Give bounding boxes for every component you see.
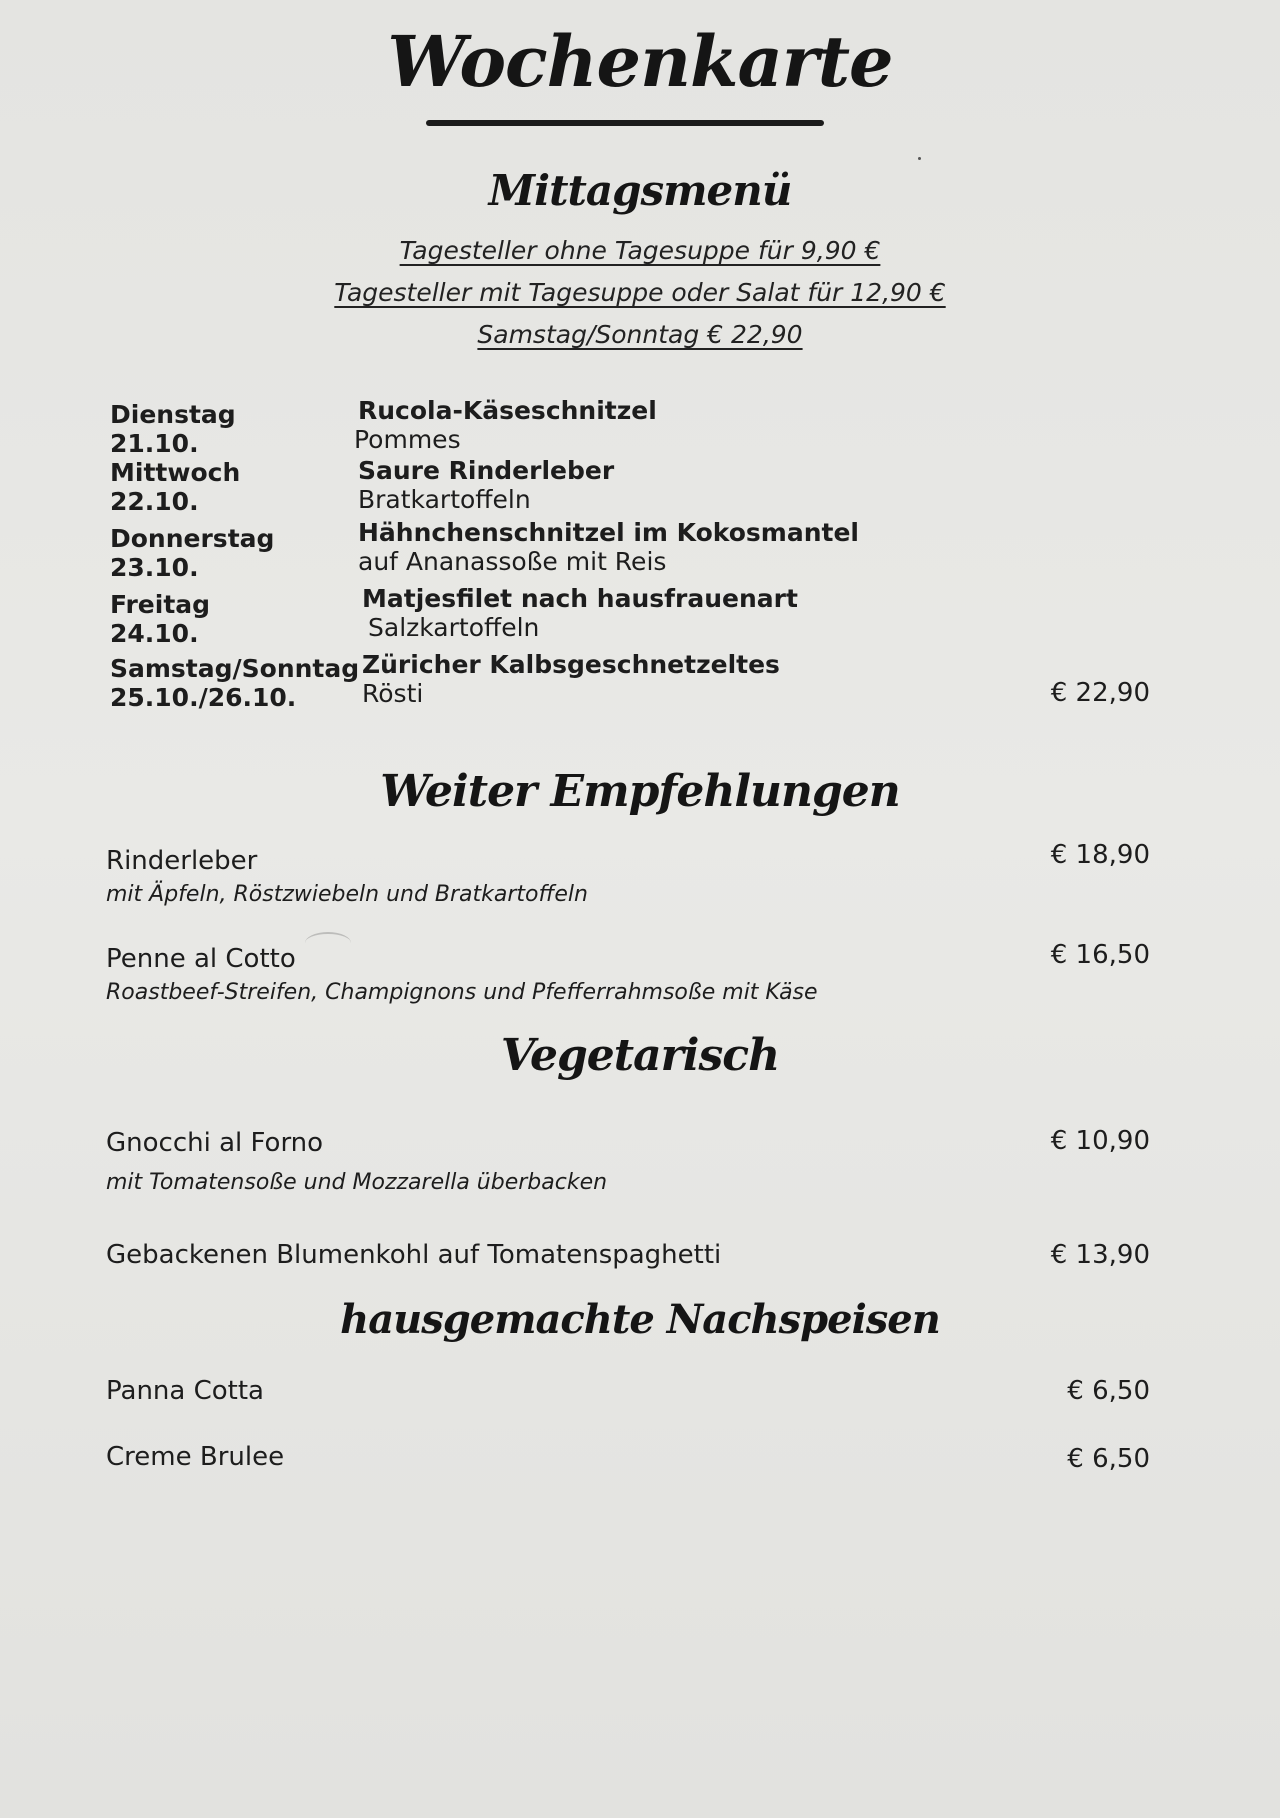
item-name: Gnocchi al Forno [106,1128,324,1158]
item-description: Roastbeef-Streifen, Champignons und Pfefferrahmsoße mit Käse [106,980,818,1005]
day-name: Donnerstag [110,524,275,553]
item-price: € 16,50 [1050,940,1150,970]
item-price: € 6,50 [1067,1444,1150,1474]
desserts-heading: hausgemachte Nachspeisen [340,1296,940,1343]
vegetarian-heading: Vegetarisch [500,1030,780,1081]
day-dish [362,650,780,708]
day-label [110,400,236,458]
item-price: € 6,50 [1067,1376,1150,1406]
item-name: Penne al Cotto [106,944,296,974]
day-date: 23.10. [110,553,199,582]
paper-speck [918,157,921,160]
day-name: Mittwoch [110,458,241,487]
item-description: mit Äpfeln, Röstzwiebeln und Bratkartoffeln [106,882,588,907]
item-price: € 18,90 [1050,840,1150,870]
day-date: 24.10. [110,619,199,648]
lunch-term: Tagesteller mit Tagesuppe oder Salat für 12,90 € [334,278,946,307]
day-name: Samstag/Sonntag [110,654,360,683]
day-label [110,654,359,712]
day-name: Freitag [110,590,211,619]
day-label [110,458,240,516]
dish-side: Salzkartoffeln [368,613,540,642]
day-dish [358,518,859,576]
dish-side: Bratkartoffeln [358,485,531,514]
item-description: mit Tomatensoße und Mozzarella überbacken [106,1170,608,1195]
dish-name: Matjesfilet nach hausfrauenart [362,584,798,613]
paper-mark [305,932,351,954]
dish-side: Pommes [354,425,461,454]
dish-name: Saure Rinderleber [358,456,615,485]
recommendations-heading: Weiter Empfehlungen [380,766,900,817]
dish-side: auf Ananassoße mit Reis [358,547,667,576]
menu-title: Wochenkarte [387,20,893,103]
day-dish [362,584,798,642]
day-label [110,524,274,582]
day-date: 21.10. [110,429,199,458]
day-label [110,590,210,648]
weekend-price: € 22,90 [1050,678,1150,708]
dish-name: Züricher Kalbsgeschnetzeltes [362,650,780,679]
day-dish [358,456,614,514]
dish-name: Hähnchenschnitzel im Kokosmantel [358,518,859,547]
day-date: 25.10./26.10. [110,683,297,712]
item-price: € 13,90 [1050,1240,1150,1270]
item-name: Gebackenen Blumenkohl auf Tomatenspaghetti [106,1240,722,1270]
dish-side: Rösti [362,679,424,708]
lunch-term: Tagesteller ohne Tagesuppe für 9,90 € [399,236,881,265]
day-date: 22.10. [110,487,199,516]
lunch-heading: Mittagsmenü [488,166,792,215]
lunch-term: Samstag/Sonntag € 22,90 [477,320,803,349]
title-underline [426,120,824,126]
item-name: Rinderleber [106,846,258,876]
item-name: Panna Cotta [106,1376,264,1406]
dish-name: Rucola-Käseschnitzel [358,396,657,425]
day-dish [354,396,657,454]
item-price: € 10,90 [1050,1126,1150,1156]
item-name: Creme Brulee [106,1442,285,1472]
day-name: Dienstag [110,400,236,429]
